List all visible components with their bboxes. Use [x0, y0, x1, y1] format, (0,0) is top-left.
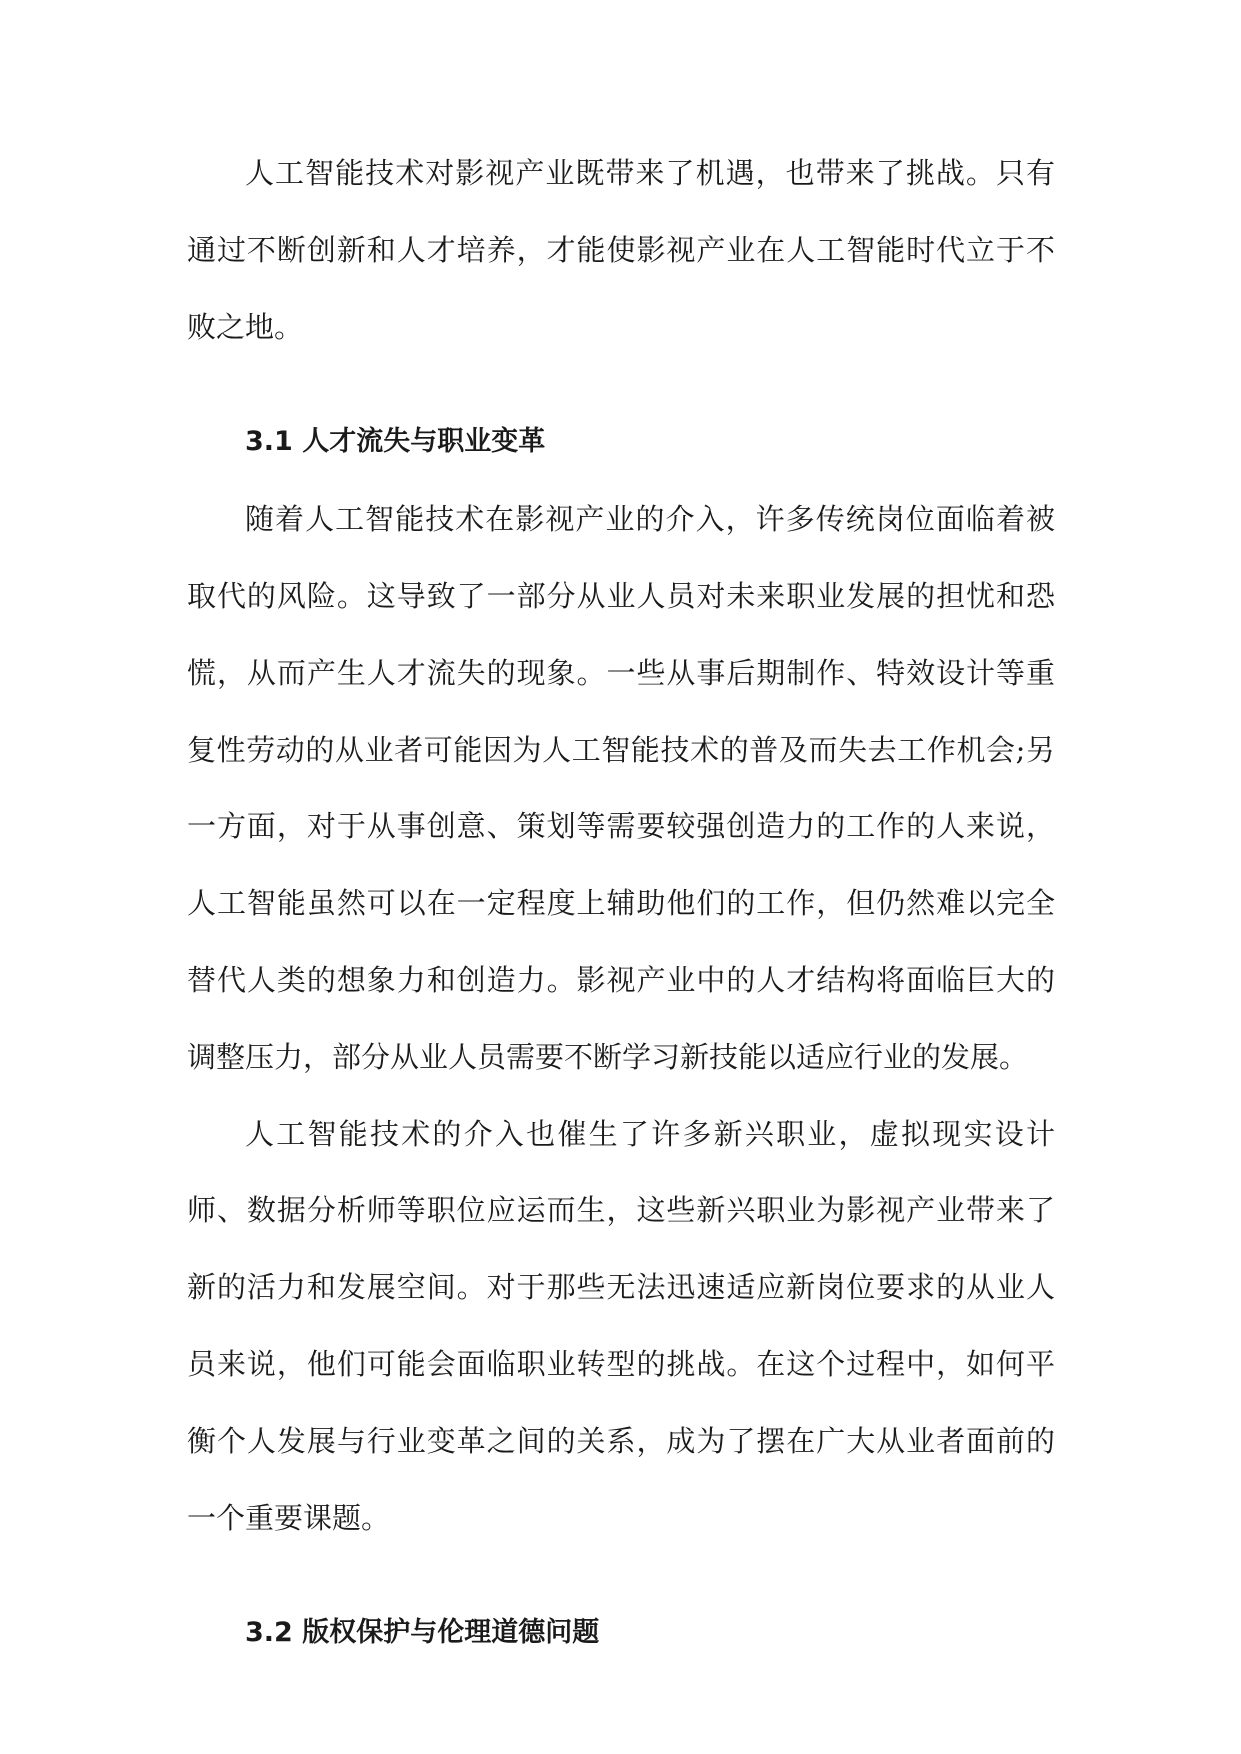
section-heading-3-1: 3.1 人才流失与职业变革	[245, 426, 546, 458]
section-3-1-paragraph-1: 随着人工智能技术在影视产业的介入，许多传统岗位面临着被取代的风险。这导致了一部分从业人员对未来职业发展的担忧和恐慌，从而产生人才流失的现象。一些从事后期制作、特效设计等重复性劳动的从业者可能因为人工智能技术的普及而失去工作机会;另一方面，对于从事创意、策划等需要较强创造力的工作的人来说，人工智能虽然可以在一定程度上辅助他们的工作，但仍然难以完全替代人类的想象力和创造力。影视产业中的人才结构将面临巨大的调整压力，部分从业人员需要不断学习新技能以适应行业的发展。	[187, 502, 1055, 1074]
section-3-1-paragraph-2: 人工智能技术的介入也催生了许多新兴职业，虚拟现实设计师、数据分析师等职位应运而生，这些新兴职业为影视产业带来了新的活力和发展空间。对于那些无法迅速适应新岗位要求的从业人员来说，他们可能会面临职业转型的挑战。在这个过程中，如何平衡个人发展与行业变革之间的关系，成为了摆在广大从业者面前的一个重要课题。	[187, 1116, 1055, 1535]
intro-paragraph: 人工智能技术对影视产业既带来了机遇，也带来了挑战。只有通过不断创新和人才培养，才能使影视产业在人工智能时代立于不败之地。	[187, 156, 1055, 344]
section-heading-3-2: 3.2 版权保护与伦理道德问题	[245, 1617, 600, 1649]
document-body	[187, 135, 1055, 1672]
